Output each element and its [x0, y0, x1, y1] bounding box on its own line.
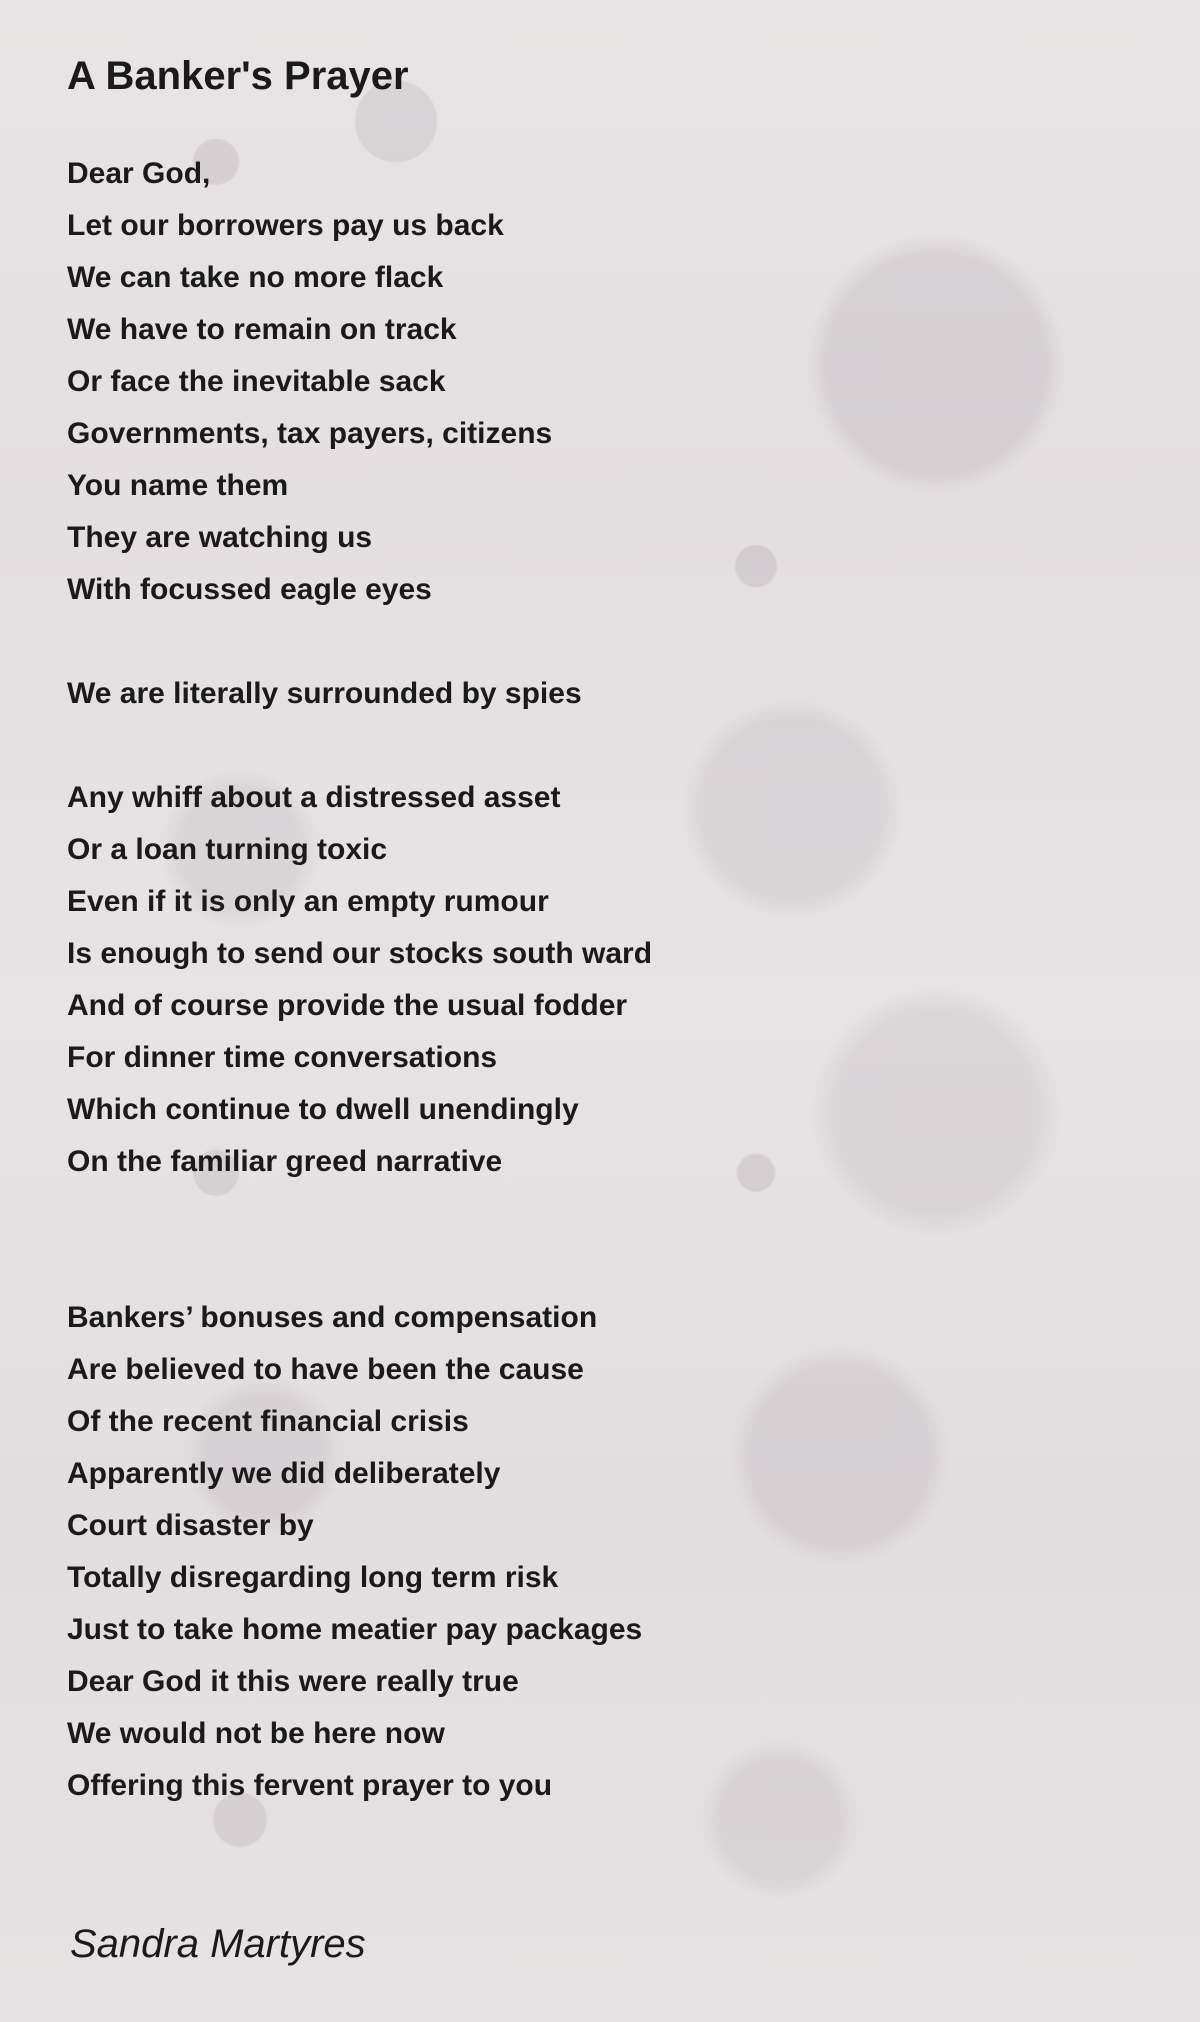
poem-line: On the familiar greed narrative: [67, 1145, 503, 1178]
stanza-break: [67, 720, 967, 772]
stanza-break: [67, 1188, 967, 1240]
poem-line: With focussed eagle eyes: [67, 573, 432, 606]
stanza: [67, 668, 967, 720]
poem-line: For dinner time conversations: [67, 1041, 498, 1074]
poem-line: Even if it is only an empty rumour: [67, 885, 549, 918]
poem-line: Court disaster by: [67, 1509, 314, 1542]
poem-line: We have to remain on track: [67, 313, 457, 346]
poem-line: Offering this fervent prayer to you: [67, 1769, 553, 1802]
poem-line: Totally disregarding long term risk: [67, 1561, 559, 1594]
poem-line: Any whiff about a distressed asset: [67, 781, 561, 814]
poem-line: They are watching us: [67, 521, 373, 554]
poem-line: Bankers’ bonuses and compensation: [67, 1301, 598, 1334]
poem-line: Are believed to have been the cause: [67, 1353, 584, 1386]
poem-line: Let our borrowers pay us back: [67, 209, 504, 242]
poem-line: You name them: [67, 469, 289, 502]
poem-line: Is enough to send our stocks south ward: [67, 937, 653, 970]
stanza: [67, 772, 967, 1188]
poem-line: Or face the inevitable sack: [67, 365, 446, 398]
stanza-break: [67, 1240, 967, 1292]
poem-line: Which continue to dwell unendingly: [67, 1093, 579, 1126]
poem-line: Or a loan turning toxic: [67, 833, 388, 866]
poem-line: Dear God it this were really true: [67, 1665, 519, 1698]
poem-line: Apparently we did deliberately: [67, 1457, 501, 1490]
poem-line: Governments, tax payers, citizens: [67, 417, 553, 450]
poem-line: We would not be here now: [67, 1717, 445, 1750]
poem-line: Of the recent financial crisis: [67, 1405, 469, 1438]
stanza: [67, 148, 967, 616]
poem-line: We can take no more flack: [67, 261, 444, 294]
poem-line: We are literally surrounded by spies: [67, 677, 582, 710]
poem-body: [67, 148, 967, 1812]
stanza: [67, 1292, 967, 1812]
poem-author: Sandra Martyres: [70, 1922, 366, 1966]
poem-line: Just to take home meatier pay packages: [67, 1613, 643, 1646]
poem-line: Dear God,: [67, 157, 211, 190]
poem-title: A Banker's Prayer: [67, 54, 409, 98]
stanza-break: [67, 616, 967, 668]
poem-line: And of course provide the usual fodder: [67, 989, 628, 1022]
